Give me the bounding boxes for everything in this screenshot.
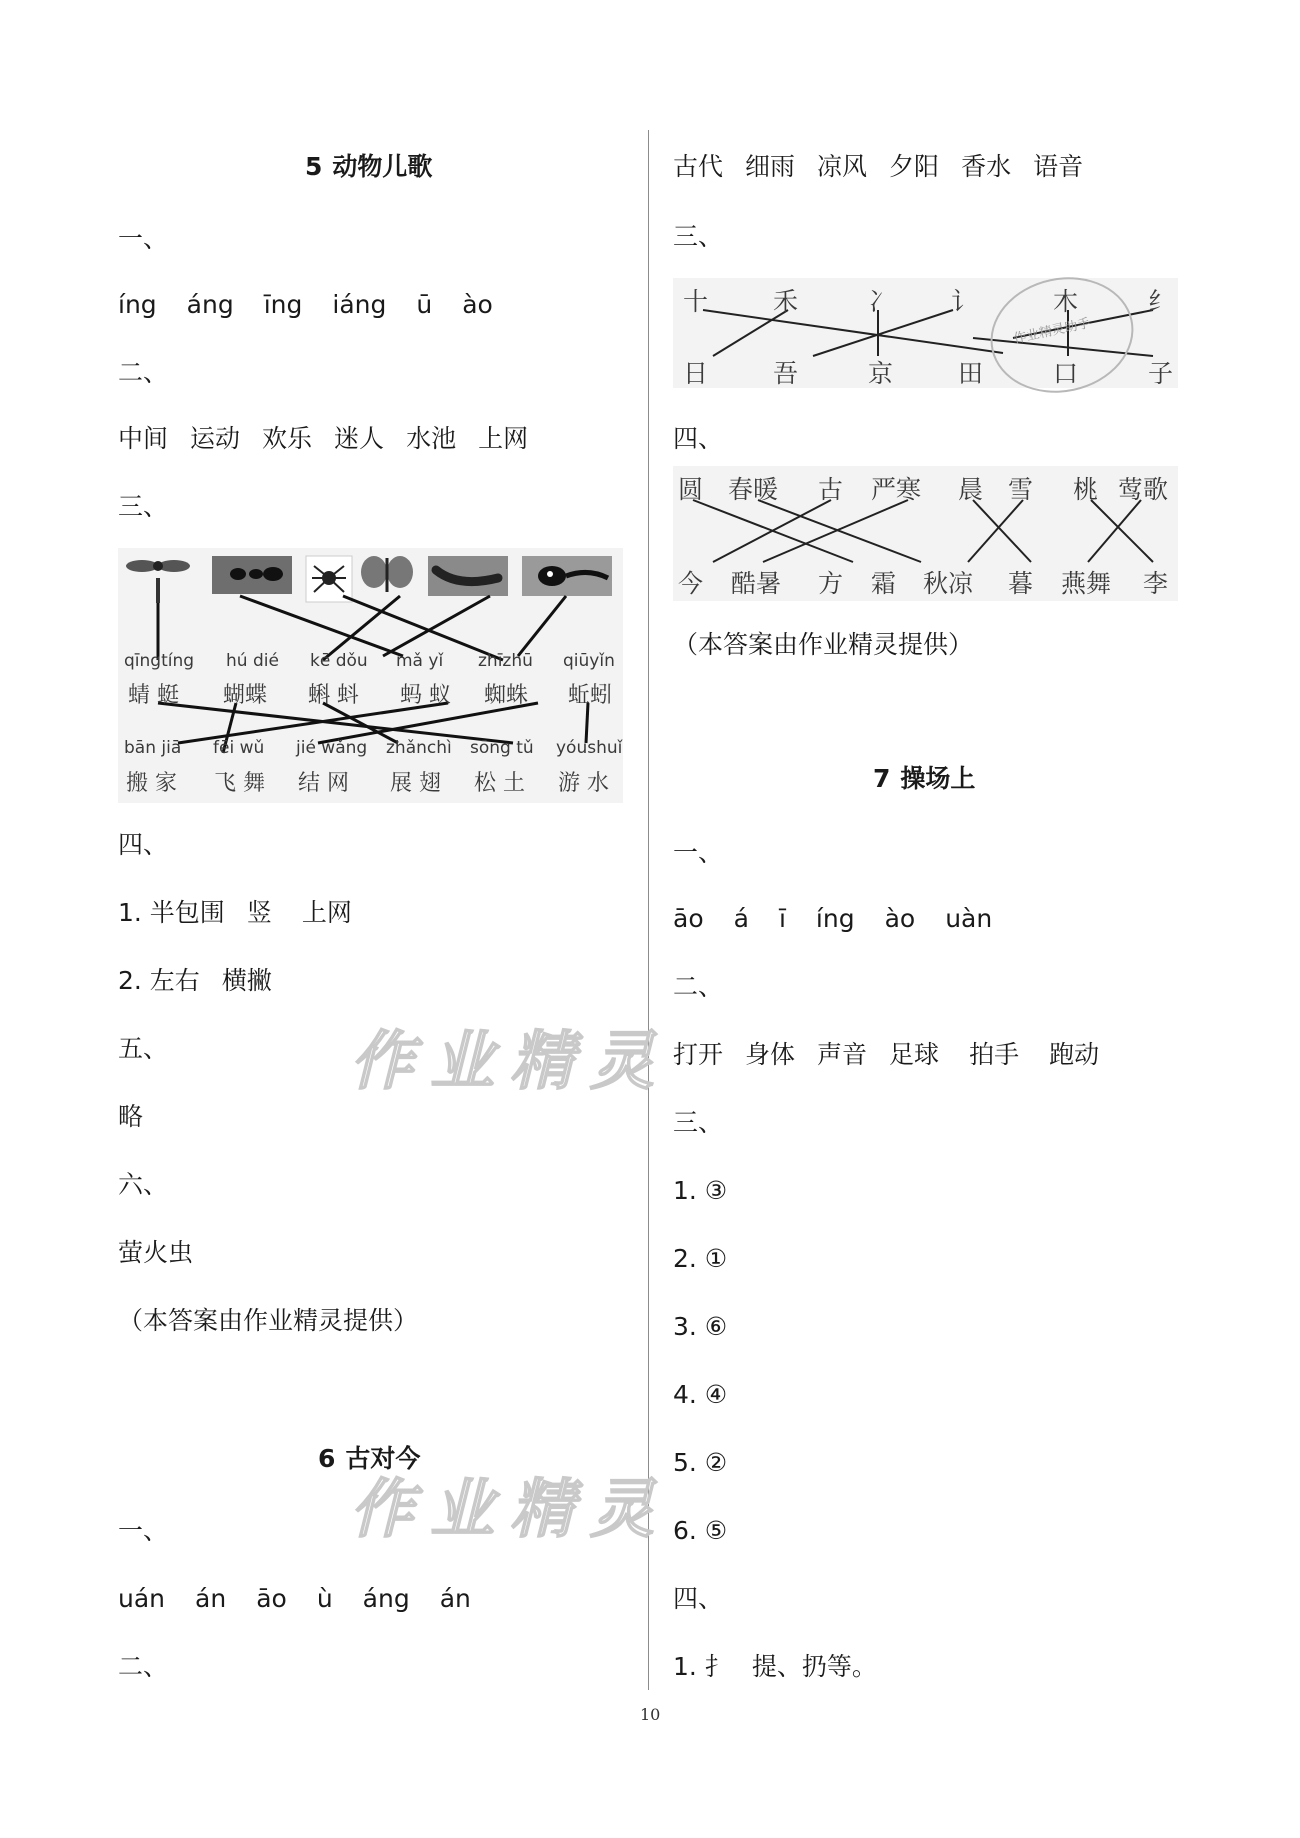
dragonfly-icon bbox=[126, 560, 190, 603]
answer-line: 6. ⑤ bbox=[673, 1516, 728, 1545]
pinyin-label: kē dǒu bbox=[310, 651, 368, 671]
section-heading: 一、 bbox=[118, 1516, 169, 1545]
section-heading: 二、 bbox=[118, 358, 169, 387]
answer-line: 2. 左右 横撇 bbox=[118, 966, 272, 995]
antonym-word: 李 bbox=[1143, 569, 1169, 598]
antonym-word: 晨 bbox=[958, 475, 984, 504]
pinyin-label: hú dié bbox=[226, 651, 279, 671]
lesson-name: 操场上 bbox=[900, 764, 976, 793]
antonym-word: 古 bbox=[818, 475, 844, 504]
action-word: 飞 舞 bbox=[214, 771, 265, 796]
section-heading: 二、 bbox=[673, 972, 724, 1001]
antonym-word: 暮 bbox=[1008, 569, 1034, 598]
section-heading: 一、 bbox=[118, 224, 169, 253]
lesson-number: 5 bbox=[305, 152, 323, 181]
antonym-word: 秋凉 bbox=[923, 569, 974, 598]
animal-word: 蜘蛛 bbox=[484, 683, 529, 708]
section-heading: 六、 bbox=[118, 1170, 169, 1199]
radical-char: 田 bbox=[958, 359, 984, 388]
antonym-word: 雪 bbox=[1008, 475, 1034, 504]
pinyin-answers: íng áng īng iáng ū ào bbox=[118, 290, 493, 319]
radical-char: 吾 bbox=[773, 359, 799, 388]
radical-char: 冫 bbox=[868, 287, 894, 316]
answer-line: 5. ② bbox=[673, 1448, 728, 1477]
earthworm-icon bbox=[428, 556, 508, 596]
action-word: 松 土 bbox=[474, 771, 525, 796]
pinyin-label: bān jiā bbox=[124, 738, 182, 758]
pinyin-label: fēi wǔ bbox=[213, 738, 265, 758]
word-answers: 古代 细雨 凉风 夕阳 香水 语音 bbox=[673, 152, 1084, 181]
credit-note: （本答案由作业精灵提供） bbox=[118, 1306, 419, 1335]
antonym-word: 严寒 bbox=[871, 475, 922, 504]
section-heading: 三、 bbox=[118, 492, 169, 521]
watermark: 作业精灵 bbox=[350, 1024, 670, 1099]
radical-char: 日 bbox=[683, 359, 709, 388]
pinyin-label: zhǎnchì bbox=[386, 738, 452, 758]
answer-line: 4. ④ bbox=[673, 1380, 728, 1409]
credit-note: （本答案由作业精灵提供） bbox=[673, 630, 974, 659]
section-heading: 四、 bbox=[673, 424, 724, 453]
antonym-word: 春暖 bbox=[728, 475, 779, 504]
section-heading: 一、 bbox=[673, 838, 724, 867]
butterfly-icon bbox=[361, 556, 413, 592]
pinyin-label: sōng tǔ bbox=[470, 738, 534, 758]
animal-word: 蜻 蜓 bbox=[128, 683, 179, 708]
antonym-word: 酷暑 bbox=[731, 569, 782, 598]
pinyin-label: jié wǎng bbox=[296, 738, 368, 758]
pinyin-label: yóushuǐ bbox=[556, 738, 623, 758]
answer-line: 1. 半包围 竖 上网 bbox=[118, 898, 352, 927]
section-heading: 四、 bbox=[673, 1584, 724, 1613]
section-heading: 五、 bbox=[118, 1034, 169, 1063]
page-number: 10 bbox=[640, 1705, 661, 1724]
section-heading: 三、 bbox=[673, 1108, 724, 1137]
antonym-word: 方 bbox=[818, 569, 844, 598]
section-heading: 二、 bbox=[118, 1652, 169, 1681]
column-divider bbox=[648, 130, 649, 1690]
lesson-number: 7 bbox=[873, 764, 891, 793]
radical-char: 子 bbox=[1148, 359, 1174, 388]
answer-line: 萤火虫 bbox=[118, 1238, 194, 1267]
radical-char: 十 bbox=[683, 287, 709, 316]
word-answers: 中间 运动 欢乐 迷人 水池 上网 bbox=[118, 424, 529, 453]
spider-icon bbox=[306, 556, 352, 602]
lesson-name: 古对今 bbox=[345, 1444, 421, 1473]
pinyin-label: qiūyǐn bbox=[563, 651, 615, 671]
stamp-text: 作业精灵助手 bbox=[1012, 316, 1092, 347]
radical-char: 京 bbox=[868, 359, 894, 388]
section-heading: 三、 bbox=[673, 222, 724, 251]
answer-line: 1. ③ bbox=[673, 1176, 728, 1205]
radical-char: 口 bbox=[1053, 359, 1079, 388]
watermark: 作业精灵 bbox=[350, 1472, 670, 1547]
action-word: 游 水 bbox=[558, 771, 609, 796]
action-word: 展 翅 bbox=[390, 771, 441, 796]
animal-word: 蚯蚓 bbox=[568, 683, 613, 708]
animal-word: 蚂 蚁 bbox=[400, 683, 451, 708]
antonym-word: 霜 bbox=[871, 569, 897, 598]
lesson-7-title bbox=[873, 764, 975, 794]
action-word: 搬 家 bbox=[126, 771, 177, 796]
radical-char: 禾 bbox=[773, 287, 799, 316]
pinyin-label: zhīzhū bbox=[478, 651, 533, 671]
antonym-word: 圆 bbox=[678, 475, 704, 504]
connecting-lines bbox=[158, 596, 588, 753]
action-word: 结 网 bbox=[298, 771, 349, 796]
answer-line: 略 bbox=[118, 1102, 144, 1131]
antonym-word: 桃 bbox=[1073, 475, 1099, 504]
lesson-5-title bbox=[305, 152, 432, 182]
antonym-word: 今 bbox=[678, 569, 704, 598]
tadpole-icon bbox=[522, 556, 612, 596]
answer-line: 1. 扌 提、扔等。 bbox=[673, 1652, 877, 1681]
answer-line: 3. ⑥ bbox=[673, 1312, 728, 1341]
pinyin-answers: āo á ī íng ào uàn bbox=[673, 904, 993, 933]
pinyin-label: mǎ yǐ bbox=[396, 651, 444, 671]
animal-matching-figure bbox=[118, 548, 623, 803]
pinyin-answers: uán án āo ù áng án bbox=[118, 1584, 471, 1613]
section-heading: 四、 bbox=[118, 830, 169, 859]
pinyin-label: qīngtíng bbox=[124, 651, 195, 671]
lesson-number: 6 bbox=[318, 1444, 336, 1473]
word-answers: 打开 身体 声音 足球 拍手 跑动 bbox=[673, 1040, 1100, 1069]
antonym-word: 莺歌 bbox=[1118, 475, 1169, 504]
animal-icons-and-lines bbox=[118, 548, 623, 803]
antonym-matching-figure bbox=[673, 466, 1178, 601]
animal-word: 蝴蝶 bbox=[223, 683, 268, 708]
lesson-name: 动物儿歌 bbox=[332, 152, 433, 181]
radical-char: 讠 bbox=[951, 287, 977, 316]
animal-word: 蝌 蚪 bbox=[308, 683, 359, 708]
radical-char: 纟 bbox=[1148, 287, 1174, 316]
answer-line: 2. ① bbox=[673, 1244, 728, 1273]
ant-icon bbox=[212, 556, 292, 594]
antonym-word: 燕舞 bbox=[1061, 569, 1112, 598]
radical-char: 木 bbox=[1053, 287, 1079, 316]
